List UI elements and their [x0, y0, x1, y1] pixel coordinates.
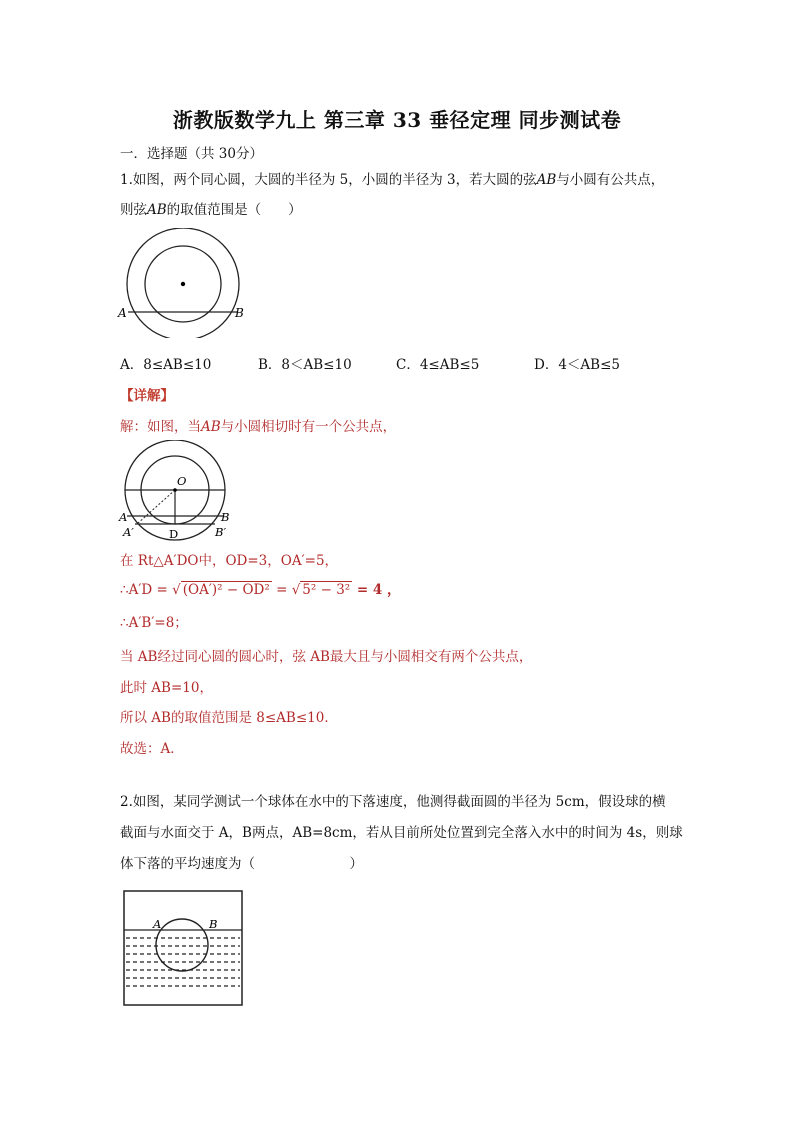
sol1-ab: AB — [201, 419, 221, 435]
fig2-center-dot — [173, 488, 177, 492]
solution-line-8: 故选：A． — [120, 741, 184, 757]
figure-2-solution — [115, 440, 245, 545]
figure-3-ball-in-water — [123, 890, 245, 1008]
question-1-line-1 — [120, 168, 664, 188]
formula-lhs: ∴A′D = — [120, 582, 168, 598]
question-2-line-3: 体下落的平均速度为（ ） — [120, 856, 363, 872]
fig2-label-b: B — [221, 510, 230, 524]
sqrt-symbol-2: √ — [291, 582, 301, 598]
question-2-line-1: 2.如图，某同学测试一个球体在水中的下落速度，他测得截面圆的半径为 5cm，假设球的横 — [120, 794, 666, 810]
detail-label: 【详解】 — [120, 388, 174, 404]
section-heading: 一．选择题（共 30分） — [120, 146, 263, 162]
formula-result: = 4 ， — [352, 582, 401, 598]
figure-1-concentric-circles — [115, 228, 255, 338]
q1-text-c: 则弦 — [120, 202, 147, 218]
solution-line-2: 在 Rt△A′DO中，OD=3，OA′=5， — [120, 553, 339, 569]
option-c: C．4≤AB≤5 — [396, 357, 480, 373]
question-1-line-2 — [120, 198, 302, 218]
formula-eq: = — [271, 582, 292, 598]
formula-radicand-2: 5² − 3² — [302, 582, 351, 598]
fig2-label-d: D — [169, 527, 179, 541]
q1-text-d: 的取值范围是（ ） — [166, 202, 302, 218]
solution-line-1 — [120, 415, 396, 435]
q1-text-a: 1.如图，两个同心圆，大圆的半径为 5，小圆的半径为 3，若大圆的弦 — [120, 172, 537, 188]
fig2-label-a-prime: A′ — [123, 525, 134, 539]
option-d: D．4＜AB≤5 — [534, 357, 620, 373]
solution-line-4: ∴A′B′=8； — [120, 615, 188, 631]
page-title: 浙教版数学九上 第三章 33 垂径定理 同步测试卷 — [172, 108, 622, 132]
fig2-label-o: O — [177, 474, 187, 488]
option-b: B．8＜AB≤10 — [258, 357, 352, 373]
sqrt-symbol-1: √ — [172, 582, 181, 598]
question-2-line-2: 截面与水面交于 A，B两点，AB=8cm，若从目前所处位置到完全落入水中的时间为 4s，则球 — [120, 825, 683, 841]
fig2-label-b-prime: B′ — [215, 525, 227, 539]
fig1-label-a: A — [118, 306, 127, 320]
option-a: A．8≤AB≤10 — [120, 357, 212, 373]
solution-line-5: 当 AB经过同心圆的圆心时，弦 AB最大且与小圆相交有两个公共点， — [120, 649, 533, 665]
fig1-center-dot — [181, 282, 185, 286]
solution-line-6: 此时 AB=10， — [120, 680, 213, 696]
fig3-label-a: A — [153, 917, 162, 931]
fig3-ball — [156, 919, 208, 971]
q1-ab: AB — [536, 172, 557, 188]
fig3-label-b: B — [209, 917, 218, 931]
fig2-label-a: A — [119, 510, 128, 524]
sol1-text-b: 与小圆相切时有一个公共点， — [220, 419, 397, 435]
fig3-container — [124, 891, 242, 1005]
solution-line-7: 所以 AB的取值范围是 8≤AB≤10． — [120, 710, 338, 726]
q1-ab-2: AB — [147, 202, 167, 218]
fig1-label-b: B — [235, 306, 244, 320]
formula-radicand-1: (OA′)² − OD² — [182, 582, 270, 598]
q1-text-b: 与小圆有公共点， — [556, 172, 665, 188]
sol1-text-a: 解：如图，当 — [120, 419, 201, 435]
solution-formula — [120, 578, 401, 598]
